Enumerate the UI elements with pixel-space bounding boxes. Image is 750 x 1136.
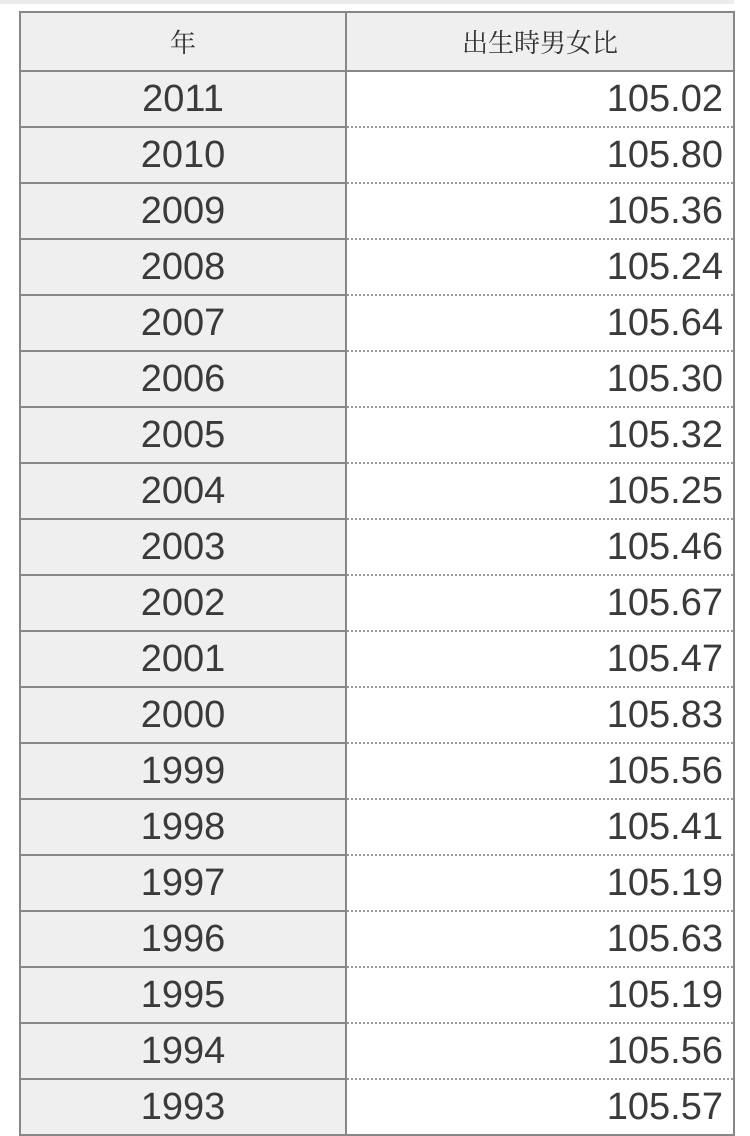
ratio-cell: 105.19 bbox=[346, 855, 734, 911]
table-row bbox=[20, 687, 734, 743]
table-row bbox=[20, 743, 734, 799]
year-cell: 2004 bbox=[20, 463, 346, 519]
header-row bbox=[20, 12, 734, 71]
table-row bbox=[20, 295, 734, 351]
table-row bbox=[20, 855, 734, 911]
ratio-cell: 105.56 bbox=[346, 1023, 734, 1079]
table-row bbox=[20, 799, 734, 855]
ratio-cell: 105.30 bbox=[346, 351, 734, 407]
year-cell: 1993 bbox=[20, 1079, 346, 1135]
ratio-cell: 105.80 bbox=[346, 127, 734, 183]
table-row bbox=[20, 519, 734, 575]
year-cell: 2003 bbox=[20, 519, 346, 575]
ratio-cell: 105.63 bbox=[346, 911, 734, 967]
table-row bbox=[20, 127, 734, 183]
year-cell: 1997 bbox=[20, 855, 346, 911]
table-row bbox=[20, 239, 734, 295]
table-row bbox=[20, 351, 734, 407]
top-edge-strip bbox=[0, 0, 734, 4]
ratio-cell: 105.56 bbox=[346, 743, 734, 799]
table-row bbox=[20, 1079, 734, 1135]
ratio-cell: 105.64 bbox=[346, 295, 734, 351]
table-row bbox=[20, 911, 734, 967]
ratio-cell: 105.02 bbox=[346, 71, 734, 127]
ratio-column-header: 出生時男女比 bbox=[346, 12, 734, 71]
table-row bbox=[20, 71, 734, 127]
ratio-cell: 105.25 bbox=[346, 463, 734, 519]
year-cell: 2000 bbox=[20, 687, 346, 743]
table-body bbox=[20, 71, 734, 1135]
year-cell: 1995 bbox=[20, 967, 346, 1023]
year-cell: 1996 bbox=[20, 911, 346, 967]
year-cell: 1998 bbox=[20, 799, 346, 855]
year-cell: 1994 bbox=[20, 1023, 346, 1079]
ratio-cell: 105.19 bbox=[346, 967, 734, 1023]
table-row bbox=[20, 183, 734, 239]
ratio-cell: 105.67 bbox=[346, 575, 734, 631]
year-cell: 2001 bbox=[20, 631, 346, 687]
year-cell: 2006 bbox=[20, 351, 346, 407]
table-row bbox=[20, 407, 734, 463]
table-row bbox=[20, 967, 734, 1023]
ratio-cell: 105.57 bbox=[346, 1079, 734, 1135]
year-cell: 2011 bbox=[20, 71, 346, 127]
table-row bbox=[20, 463, 734, 519]
year-cell: 2010 bbox=[20, 127, 346, 183]
table-header bbox=[20, 12, 734, 71]
year-cell: 2008 bbox=[20, 239, 346, 295]
ratio-cell: 105.24 bbox=[346, 239, 734, 295]
table-row bbox=[20, 631, 734, 687]
ratio-cell: 105.47 bbox=[346, 631, 734, 687]
year-cell: 2005 bbox=[20, 407, 346, 463]
year-cell: 2002 bbox=[20, 575, 346, 631]
year-column-header: 年 bbox=[20, 12, 346, 71]
ratio-cell: 105.41 bbox=[346, 799, 734, 855]
table-row bbox=[20, 1023, 734, 1079]
year-cell: 2007 bbox=[20, 295, 346, 351]
table-row bbox=[20, 575, 734, 631]
year-cell: 1999 bbox=[20, 743, 346, 799]
sex-ratio-table bbox=[19, 11, 735, 1136]
year-cell: 2009 bbox=[20, 183, 346, 239]
ratio-cell: 105.36 bbox=[346, 183, 734, 239]
ratio-cell: 105.83 bbox=[346, 687, 734, 743]
ratio-cell: 105.32 bbox=[346, 407, 734, 463]
ratio-cell: 105.46 bbox=[346, 519, 734, 575]
